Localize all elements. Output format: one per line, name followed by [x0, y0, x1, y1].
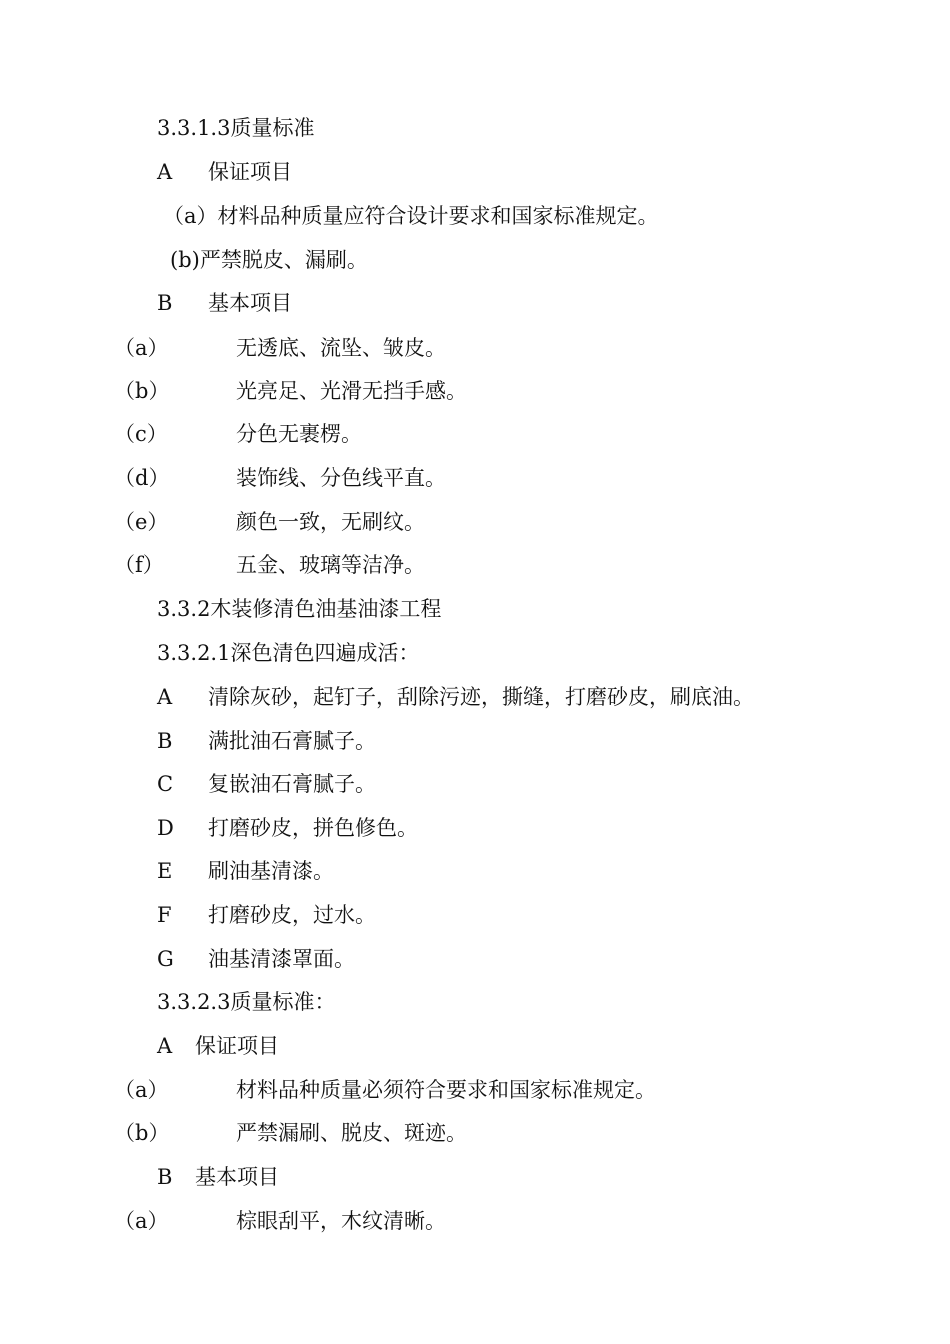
item-text: 保证项目 [195, 1034, 279, 1058]
item-text: 光亮足、光滑无挡手感。 [236, 379, 467, 403]
item-label: C [157, 772, 174, 796]
item-label: B [157, 1165, 173, 1189]
item-label: （a） [114, 1209, 169, 1233]
item-text: 材料品种质量必须符合要求和国家标准规定。 [236, 1078, 656, 1102]
item-label: （b） [114, 1121, 170, 1145]
heading-text: 3.3.2.3质量标准： [157, 990, 336, 1014]
item-label: （f） [114, 553, 164, 577]
heading-text: 3.3.2木装修清色油基油漆工程 [157, 597, 442, 621]
heading-text: 3.3.1.3质量标准 [157, 116, 315, 140]
item-text: 颜色一致，无刷纹。 [236, 510, 425, 534]
item-text: 棕眼刮平，木纹清晰。 [236, 1209, 446, 1233]
item-text: 打磨砂皮，过水。 [208, 903, 376, 927]
item-text: 油基清漆罩面。 [208, 947, 355, 971]
item-text: 保证项目 [208, 160, 292, 184]
item-text: 清除灰砂，起钉子，刮除污迹，撕缝，打磨砂皮，刷底油。 [208, 685, 754, 709]
item-text: 基本项目 [195, 1165, 279, 1189]
item-label: A [157, 685, 173, 709]
item-label: （c） [114, 422, 168, 446]
item-text: 无透底、流坠、皱皮。 [236, 336, 446, 360]
item-label: （d） [114, 466, 170, 490]
item-label: A [157, 160, 173, 184]
item-label: （a） [114, 336, 169, 360]
item-text: 基本项目 [208, 291, 292, 315]
item-text: 满批油石膏腻子。 [208, 729, 376, 753]
heading-text: 3.3.2.1深色清色四遍成活： [157, 641, 420, 665]
item-text: 严禁漏刷、脱皮、斑迹。 [236, 1121, 467, 1145]
item-label: （b） [114, 379, 170, 403]
item-text: 复嵌油石膏腻子。 [208, 772, 376, 796]
item-label: B [157, 291, 173, 315]
item-label: G [157, 947, 174, 971]
item-label: E [157, 859, 173, 883]
item-text: （a）材料品种质量应符合设计要求和国家标准规定。 [163, 204, 659, 228]
item-text: 装饰线、分色线平直。 [236, 466, 446, 490]
item-label: A [157, 1034, 173, 1058]
item-label: （e） [114, 510, 169, 534]
item-text: 打磨砂皮，拼色修色。 [208, 816, 418, 840]
item-text: 分色无裹楞。 [236, 422, 362, 446]
item-label: F [157, 903, 172, 927]
item-text: (b)严禁脱皮、漏刷。 [170, 248, 368, 272]
item-label: B [157, 729, 173, 753]
item-text: 五金、玻璃等洁净。 [236, 553, 425, 577]
item-label: （a） [114, 1078, 169, 1102]
item-label: D [157, 816, 174, 840]
item-text: 刷油基清漆。 [208, 859, 334, 883]
